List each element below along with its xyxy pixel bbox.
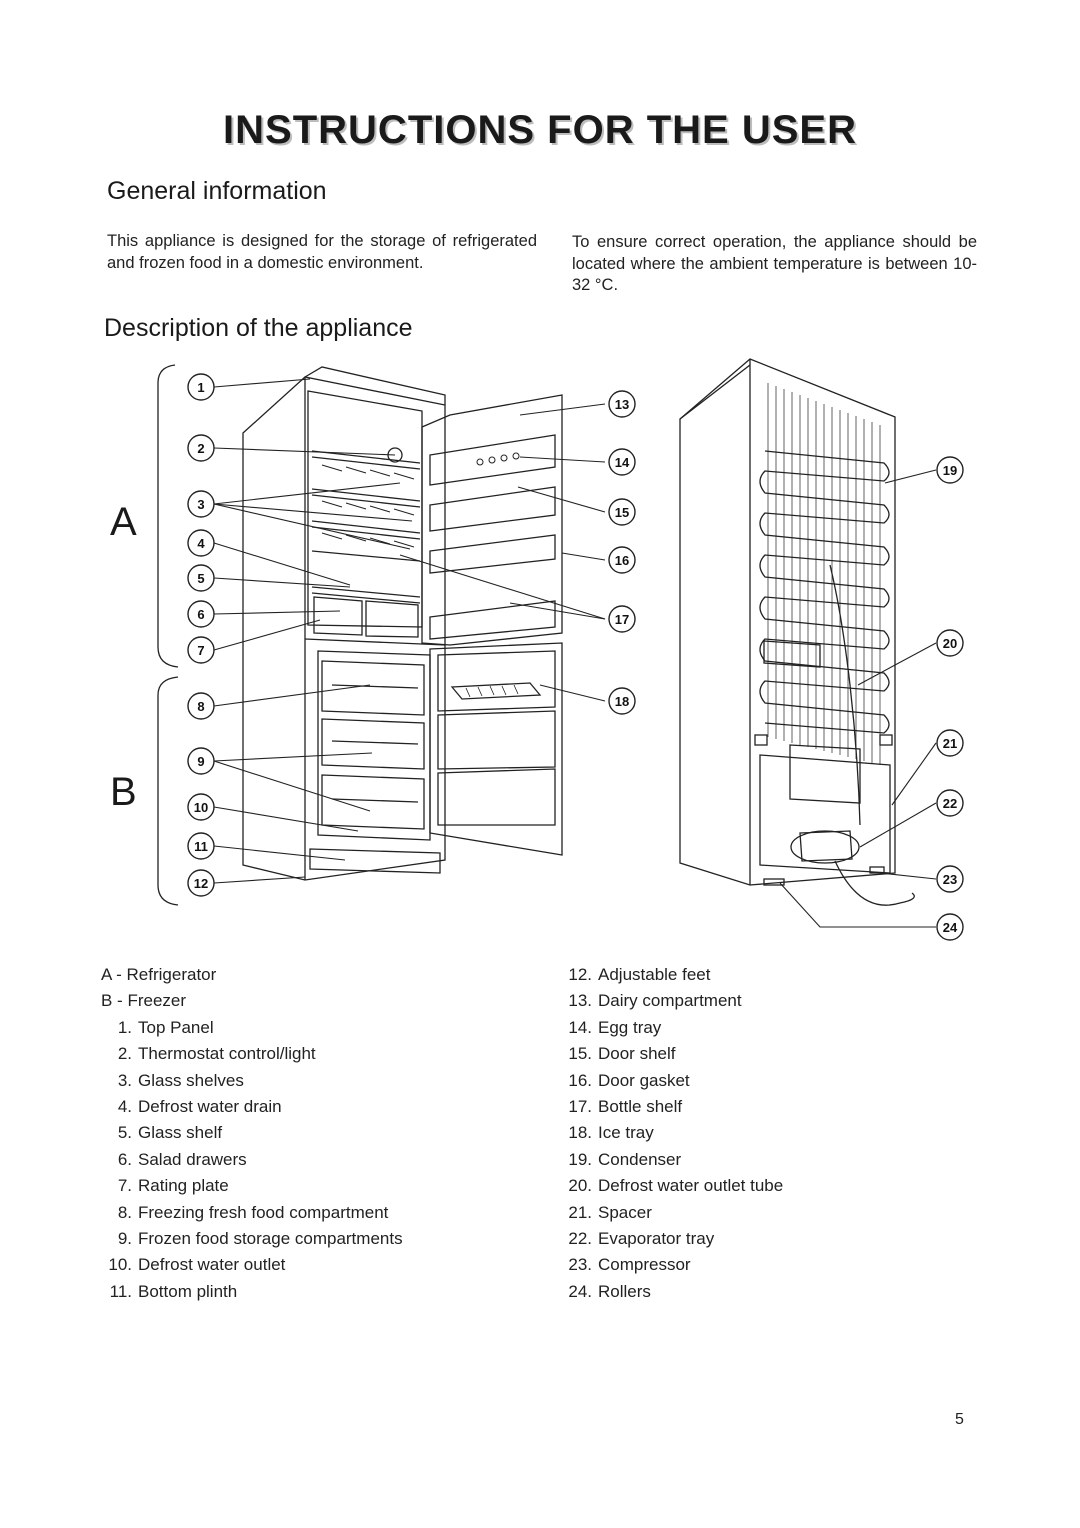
- list-item: 14. Egg tray: [568, 1017, 662, 1037]
- svg-text:14: 14: [614, 455, 630, 470]
- description-heading: Description of the appliance: [104, 314, 413, 342]
- svg-text:20: 20: [942, 636, 958, 651]
- callout-11: [188, 833, 214, 859]
- list-item: 3. Glass shelves: [117, 1070, 244, 1090]
- callout-23: [937, 866, 963, 892]
- list-item: 22. Evaporator tray: [568, 1229, 715, 1249]
- callout-1: [188, 374, 214, 400]
- list-item: 20. Defrost water outlet tube: [568, 1176, 784, 1196]
- page-title: INSTRUCTIONS FOR THE USER: [223, 108, 857, 152]
- svg-text:5: 5: [197, 571, 205, 586]
- callout-6: [188, 601, 214, 627]
- list-item: 6. Salad drawers: [117, 1149, 247, 1169]
- callout-21: [937, 730, 963, 756]
- svg-text:11: 11: [194, 839, 208, 854]
- list-item: 4. Defrost water drain: [117, 1097, 282, 1117]
- svg-text:13: 13: [614, 397, 630, 412]
- list-item: 23. Compressor: [568, 1255, 691, 1275]
- callout-24: [937, 914, 963, 940]
- svg-text:8: 8: [197, 699, 205, 714]
- callout-3: [188, 491, 214, 517]
- callout-22: [937, 790, 963, 816]
- bracket-a: [158, 365, 178, 667]
- list-item: 21. Spacer: [568, 1202, 652, 1222]
- section-b-label: B: [110, 770, 137, 814]
- svg-text:17: 17: [614, 612, 630, 627]
- callout-2: [188, 435, 214, 461]
- svg-text:24: 24: [942, 920, 958, 935]
- page-number: 5: [955, 1411, 964, 1428]
- callout-8: [188, 693, 214, 719]
- list-item: 24. Rollers: [568, 1281, 651, 1301]
- callout-7: [188, 637, 214, 663]
- list-item: 19. Condenser: [568, 1149, 682, 1169]
- callout-4: [188, 530, 214, 556]
- list-item: 5. Glass shelf: [117, 1123, 223, 1143]
- appliance-diagram: [100, 355, 980, 945]
- list-item: 18. Ice tray: [568, 1123, 654, 1143]
- svg-text:2: 2: [197, 441, 205, 456]
- list-item: A - Refrigerator: [101, 965, 217, 984]
- callout-18: [609, 688, 635, 714]
- list-item: 9. Frozen food storage compartments: [117, 1229, 403, 1249]
- svg-text:18: 18: [614, 694, 630, 709]
- list-item: 1. Top Panel: [117, 1017, 214, 1037]
- general-info-left-paragraph: This appliance is designed for the storage of refrigerated and frozen food in a domestic environment.: [107, 232, 537, 272]
- svg-text:23: 23: [942, 872, 958, 887]
- svg-text:21: 21: [942, 736, 958, 751]
- fridge-back-illustration: [680, 359, 914, 905]
- callout-13: [609, 391, 635, 417]
- list-item: 11. Bottom plinth: [109, 1281, 238, 1301]
- callout-12: [188, 870, 214, 896]
- list-item: 8. Freezing fresh food compartment: [117, 1202, 389, 1222]
- svg-text:12: 12: [193, 876, 209, 891]
- list-item: 13. Dairy compartment: [568, 991, 742, 1011]
- legend-left-list: [101, 962, 403, 1305]
- svg-text:7: 7: [197, 643, 205, 658]
- legend-right-list: [561, 962, 783, 1305]
- general-info-right-paragraph: To ensure correct operation, the appliance should be located where the ambient temperature is between 10-32 °C.: [572, 233, 977, 294]
- svg-text:1: 1: [197, 380, 205, 395]
- callout-15: [609, 499, 635, 525]
- general-information-heading: General information: [107, 177, 327, 205]
- callout-20: [937, 630, 963, 656]
- svg-text:9: 9: [197, 754, 205, 769]
- callout-17: [609, 606, 635, 632]
- list-item: 12. Adjustable feet: [568, 965, 711, 984]
- section-a-label: A: [110, 500, 137, 544]
- svg-text:6: 6: [197, 607, 205, 622]
- callout-16: [609, 547, 635, 573]
- svg-text:22: 22: [942, 796, 958, 811]
- list-item: 10. Defrost water outlet: [108, 1255, 286, 1275]
- callout-14: [609, 449, 635, 475]
- list-item: B - Freezer: [101, 991, 187, 1011]
- leader-lines: [214, 379, 936, 927]
- svg-text:16: 16: [614, 553, 630, 568]
- svg-text:3: 3: [197, 497, 205, 512]
- svg-text:10: 10: [193, 800, 209, 815]
- callout-5: [188, 565, 214, 591]
- svg-text:4: 4: [197, 536, 205, 551]
- list-item: 15. Door shelf: [568, 1044, 676, 1064]
- fridge-front-illustration: [243, 367, 562, 880]
- list-item: 17. Bottle shelf: [568, 1097, 683, 1117]
- svg-text:19: 19: [942, 463, 958, 478]
- list-item: 7. Rating plate: [117, 1176, 229, 1196]
- svg-text:15: 15: [614, 505, 630, 520]
- callout-10: [188, 794, 214, 820]
- bracket-b: [158, 677, 178, 905]
- list-item: 16. Door gasket: [568, 1070, 690, 1090]
- list-item: 2. Thermostat control/light: [117, 1044, 316, 1064]
- callout-19: [937, 457, 963, 483]
- callout-9: [188, 748, 214, 774]
